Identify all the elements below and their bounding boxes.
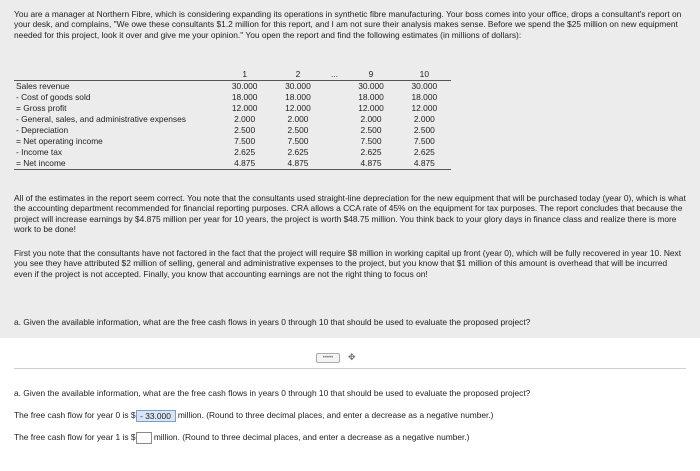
table-cell: 7.500 <box>287 136 309 146</box>
table-cell: 12.000 <box>411 103 438 113</box>
table-cell <box>325 103 345 114</box>
table-cell: 2.500 <box>234 125 256 135</box>
row-label: Sales revenue <box>14 81 218 93</box>
fcf-year0-line <box>14 410 686 422</box>
fcf-year1-line <box>14 432 686 444</box>
table-cell <box>325 92 345 103</box>
table-row <box>14 81 451 93</box>
row-label: - Depreciation <box>16 125 69 135</box>
fcf-year1-suffix: million. (Round to three decimal places, and enter a decrease as a negative number.) <box>153 432 470 443</box>
table-row <box>14 147 451 158</box>
table-cell: 18.000 <box>285 92 311 102</box>
header-cell: 2 <box>295 69 301 79</box>
header-cell <box>14 69 218 81</box>
table-cell: 2.500 <box>413 125 435 135</box>
row-label: = Net income <box>14 158 218 170</box>
fcf-year1-input[interactable] <box>136 432 152 444</box>
table-cell: 12.000 <box>358 103 384 113</box>
fcf-year0-input[interactable]: - 33.000 <box>136 410 176 422</box>
header-cell: 9 <box>368 69 374 79</box>
header-cell: ... <box>330 69 338 79</box>
table-cell: 2.500 <box>360 125 382 135</box>
header-cell: 1 <box>242 69 247 79</box>
answer-question: a. Given the available information, what are the free cash flows in years 0 through 10 that should be used to evaluate the proposed project? <box>14 388 531 398</box>
table-cell <box>325 158 345 170</box>
fcf-year1-prefix: The free cash flow for year 1 is $ <box>14 432 136 443</box>
table-cell: 2.000 <box>413 114 435 124</box>
table-row <box>14 114 451 125</box>
table-cell: 2.625 <box>234 147 256 157</box>
table-cell: 7.500 <box>413 136 435 146</box>
table-cell: 2.500 <box>287 125 309 135</box>
table-cell: 18.000 <box>411 92 438 102</box>
table-cell <box>325 81 345 93</box>
table-cell: 30.000 <box>398 81 451 93</box>
row-label: = Net operating income <box>16 136 103 146</box>
problem-paragraph-3: First you note that the consultants have not factored in the fact that the project will require $8 million in working capital up front (year 0), which will be fully recovered in year 10. Next you see they have attributed $2 million of selling, general and administrative expenses to the project, but you know that $1 million of this amount is overhead that will be incurred even if the project is not accepted. Finally, you know that accounting earnings are not the right thing to focus on! <box>14 248 682 279</box>
table-row <box>14 136 451 147</box>
row-label: - Cost of goods sold <box>16 92 91 102</box>
table-cell: 4.875 <box>218 158 271 170</box>
table-cell <box>325 136 345 147</box>
row-label: - Income tax <box>16 147 63 157</box>
table-cell: 30.000 <box>218 81 271 93</box>
row-label: = Gross profit <box>16 103 67 113</box>
table-cell <box>325 125 345 136</box>
table-cell: 2.000 <box>360 114 382 124</box>
table-cell: 2.625 <box>360 147 382 157</box>
table-cell: 2.625 <box>413 147 435 157</box>
table-cell: 7.500 <box>234 136 256 146</box>
table-cell <box>325 114 345 125</box>
table-cell: 30.000 <box>271 81 324 93</box>
problem-paragraph-2: All of the estimates in the report seem correct. You note that the consultants used straight-line depreciation for the new equipment that will be purchased today (year 0), which is what the accounting department recommended for financial reporting purposes. CRA allows a CCA rate of 45% on the equipment for tax purposes. The report concludes that because the project will increase earnings by $4.875 million per year for 10 years, the project is worth $48.75 million. You think back to your glory days in finance class and realize there is more work to be done! <box>14 193 686 235</box>
table-row <box>14 103 451 114</box>
fcf-year0-prefix: The free cash flow for year 0 is $ <box>14 410 136 421</box>
table-cell: 18.000 <box>231 92 258 102</box>
header-cell: 10 <box>419 69 429 79</box>
table-row <box>14 92 451 103</box>
table-row <box>14 125 451 136</box>
table-cell: 2.000 <box>234 114 256 124</box>
table-cell: 4.875 <box>344 158 397 170</box>
table-cell: 18.000 <box>358 92 384 102</box>
table-cell: 4.875 <box>271 158 324 170</box>
table-cell: 2.000 <box>287 114 309 124</box>
problem-intro: You are a manager at Northern Fibre, which is considering expanding its operations in synthetic fibre manufacturing. Your boss comes into your office, drops a consultant's report on your desk, and complains, "We owe these consultants $1.2 million for this report, and I am not sure their analysis makes sense. Before we spend the $25 million on new equipment needed for this project, look it over and give me your opinion." You open the report and find the following estimates (in millions of dollars): <box>14 9 682 40</box>
table-cell: 7.500 <box>360 136 382 146</box>
table-cell: 30.000 <box>344 81 397 93</box>
table-cell: 2.625 <box>287 147 309 157</box>
table-row <box>14 158 451 170</box>
row-label: - General, sales, and administrative expenses <box>16 114 186 124</box>
table-cell: 4.875 <box>398 158 451 170</box>
table-header-row <box>14 69 451 81</box>
fcf-year0-suffix: million. (Round to three decimal places, and enter a decrease as a negative number.) <box>177 410 494 421</box>
table-cell: 12.000 <box>285 103 311 113</box>
move-cursor-icon: ✥ <box>348 352 356 362</box>
question-a: a. Given the available information, what are the free cash flows in years 0 through 10 that should be used to evaluate the proposed project? <box>14 317 531 327</box>
estimates-table <box>14 69 451 170</box>
table-cell <box>325 147 345 158</box>
section-divider <box>14 368 686 369</box>
table-cell: 12.000 <box>231 103 258 113</box>
expand-divider-button[interactable]: ••••• <box>316 353 340 363</box>
